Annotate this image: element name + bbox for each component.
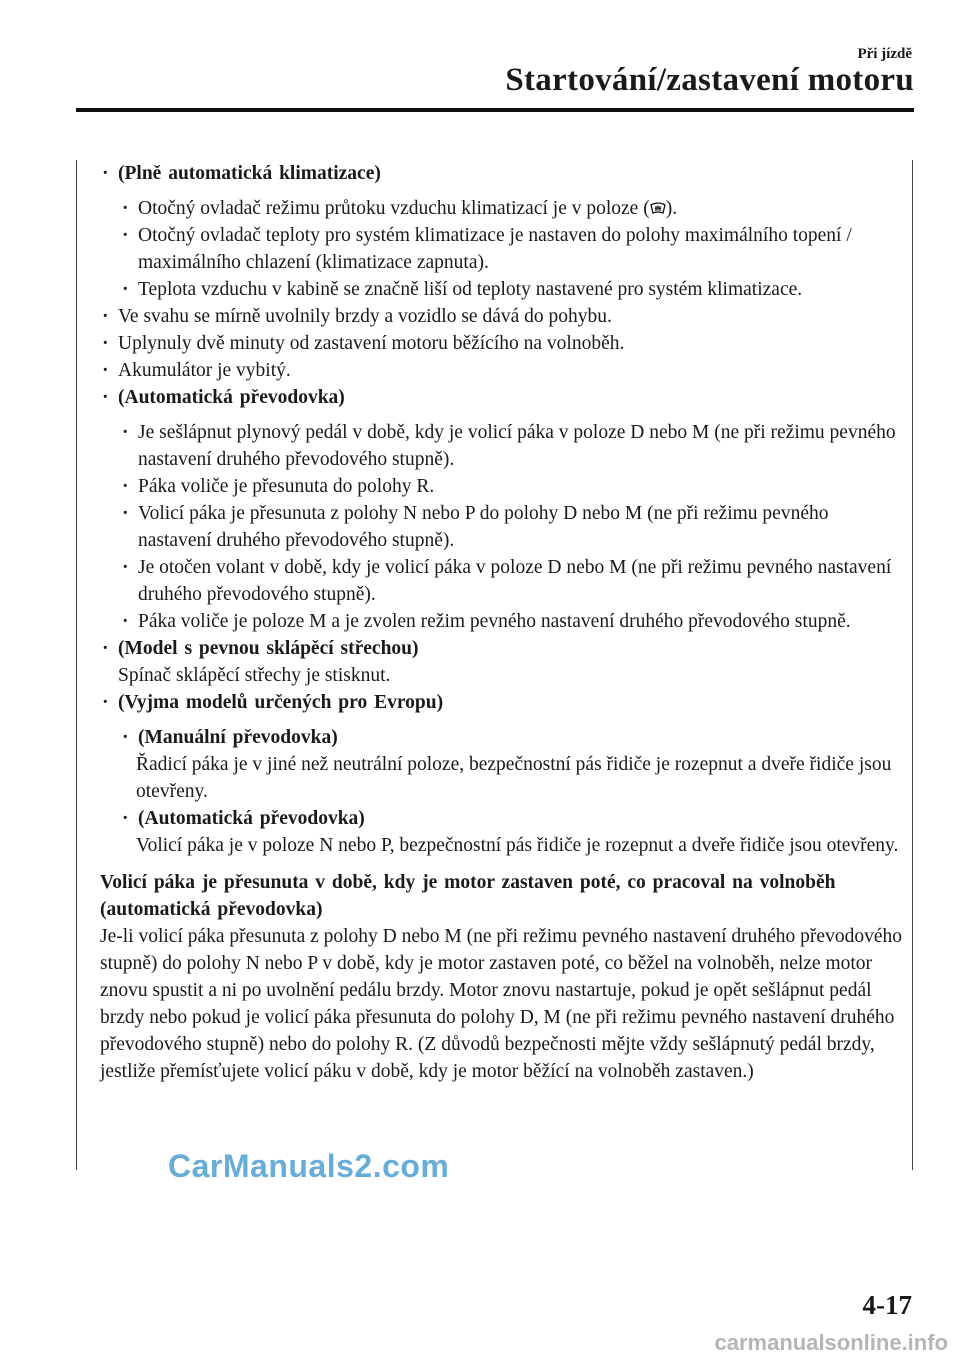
auto-item-2: · Páka voliče je přesunuta do polohy R. xyxy=(120,473,904,500)
windshield-defroster-icon xyxy=(650,200,666,216)
item-idle: · Uplynuly dvě minuty od zastavení motoru běžícího na volnoběh. xyxy=(100,330,904,357)
page-number: 4-17 xyxy=(862,1290,912,1320)
left-margin-line xyxy=(76,160,77,1170)
item-battery: · Akumulátor je vybitý. xyxy=(100,357,904,384)
climate-item-2: · Otočný ovladač teploty pro systém klimatizace je nastaven do polohy maximálního topení / maximálního chlazení (klimatizace zapnuta). xyxy=(120,222,904,276)
auto-item-4: · Je otočen volant v době, kdy je volicí páka v poloze D nebo M (ne při režimu pevného nastavení druhého převodového stupně). xyxy=(120,554,904,608)
europe-heading: · (Vyjma modelů určených pro Evropu) xyxy=(100,689,904,716)
section-label: Při jízdě xyxy=(857,46,912,62)
header-rule xyxy=(76,108,914,112)
auto-item-1: · Je sešlápnut plynový pedál v době, kdy je volicí páka v poloze D nebo M (ne při režimu pevného nastavení druhého převodového stupně). xyxy=(120,419,904,473)
climate-item-1-end: ). xyxy=(665,198,678,219)
climate-item-1-text: Otočný ovladač režimu průtoku vzduchu klimatizací je v poloze ( xyxy=(138,198,650,219)
climate-item-1 xyxy=(120,195,904,222)
page-title: Startování/zastavení motoru xyxy=(505,62,914,98)
auto2-heading: · (Automatická převodovka) xyxy=(120,805,904,832)
roof-text: Spínač sklápěcí střechy je stisknut. xyxy=(118,665,391,686)
roof-heading: · (Model s pevnou sklápěcí střechou) xyxy=(100,635,904,662)
manual-text: Řadicí páka je v jiné než neutrální poloze, bezpečnostní pás řidiče je rozepnut a dveře řidiče jsou otevřeny. xyxy=(136,754,892,802)
footer-site-link[interactable]: carmanualsonline.info xyxy=(714,1330,948,1355)
content-body xyxy=(100,160,904,1085)
watermark-logo: CarManuals2.com xyxy=(168,1148,450,1184)
auto-heading: · (Automatická převodovka) xyxy=(100,384,904,411)
right-margin-line xyxy=(912,160,913,1170)
climate-item-3: · Teplota vzduchu v kabině se značně liší od teploty nastavené pro systém klimatizace. xyxy=(120,276,904,303)
auto-item-5: · Páka voliče je poloze M a je zvolen režim pevného nastavení druhého převodového stupně. xyxy=(120,608,904,635)
auto2-text: Volicí páka je v poloze N nebo P, bezpečnostní pás řidiče je rozepnut a dveře řidiče jsou otevřeny. xyxy=(136,835,899,856)
section2-text: Je-li volicí páka přesunuta z polohy D nebo M (ne při režimu pevného nastavení druhého převodového stupně) do polohy N nebo P v době, kdy je motor zastaven poté, co běžel na volnoběh, nelze motor znovu spustit a ni po uvolnění pedálu brzdy. Motor znovu nastartuje, pokud je opět sešlápnut pedál brzdy nebo pokud je volicí páka přesunuta do polohy D, M (ne při režimu pevného nastavení druhého převodového stupně) nebo do polohy R. (Z důvodů bezpečnosti mějte vždy sešlápnutý pedál brzdy, jestliže přemísťujete volicí páku v době, kdy je motor běžící na volnoběh zastaven.) xyxy=(100,926,902,1082)
auto-item-3: · Volicí páka je přesunuta z polohy N nebo P do polohy D nebo M (ne při režimu pevného nastavení druhého převodového stupně). xyxy=(120,500,904,554)
manual-heading: · (Manuální převodovka) xyxy=(120,724,904,751)
item-slope: · Ve svahu se mírně uvolnily brzdy a vozidlo se dává do pohybu. xyxy=(100,303,904,330)
section2-heading: Volicí páka je přesunuta v době, kdy je motor zastaven poté, co pracoval na volnoběh (automatická převodovka) xyxy=(100,872,836,920)
climate-heading: · (Plně automatická klimatizace) xyxy=(100,160,904,187)
